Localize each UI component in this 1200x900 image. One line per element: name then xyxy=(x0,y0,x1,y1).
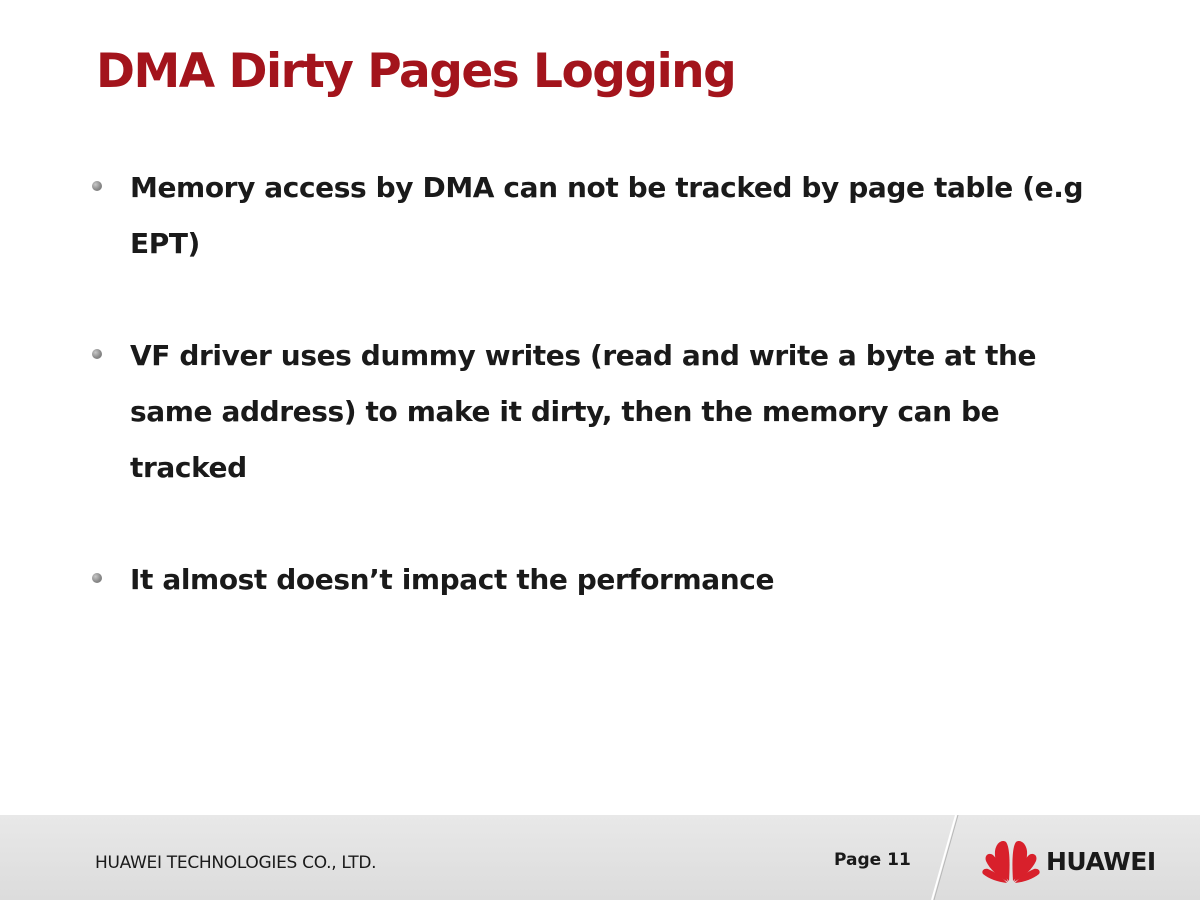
huawei-logo-text: HUAWEI xyxy=(1046,847,1156,876)
bullet-dot-icon xyxy=(92,349,102,359)
bullet-text: Memory access by DMA can not be tracked by page table (e.g EPT) xyxy=(130,171,1084,260)
footer-divider-line xyxy=(920,815,964,900)
page-label: Page xyxy=(834,850,882,870)
bullet-text: VF driver uses dummy writes (read and write a byte at the same address) to make it dirty, then the memory can be tracked xyxy=(130,339,1037,484)
bullet-dot-icon xyxy=(92,181,102,191)
huawei-petal-logo-icon xyxy=(982,837,1040,883)
page-number-value: 11 xyxy=(887,850,911,870)
bullet-item xyxy=(92,328,1092,496)
bullet-list xyxy=(92,160,1092,608)
huawei-logo xyxy=(982,837,1162,885)
bullet-item xyxy=(92,552,1092,608)
slide-title: DMA Dirty Pages Logging xyxy=(96,44,736,99)
bullet-text: It almost doesn’t impact the performance xyxy=(130,563,775,596)
bullet-item xyxy=(92,160,1092,272)
bullet-dot-icon xyxy=(92,573,102,583)
slide-footer xyxy=(0,815,1200,900)
page-number xyxy=(834,850,911,870)
footer-company-name: HUAWEI TECHNOLOGIES CO., LTD. xyxy=(95,853,377,873)
